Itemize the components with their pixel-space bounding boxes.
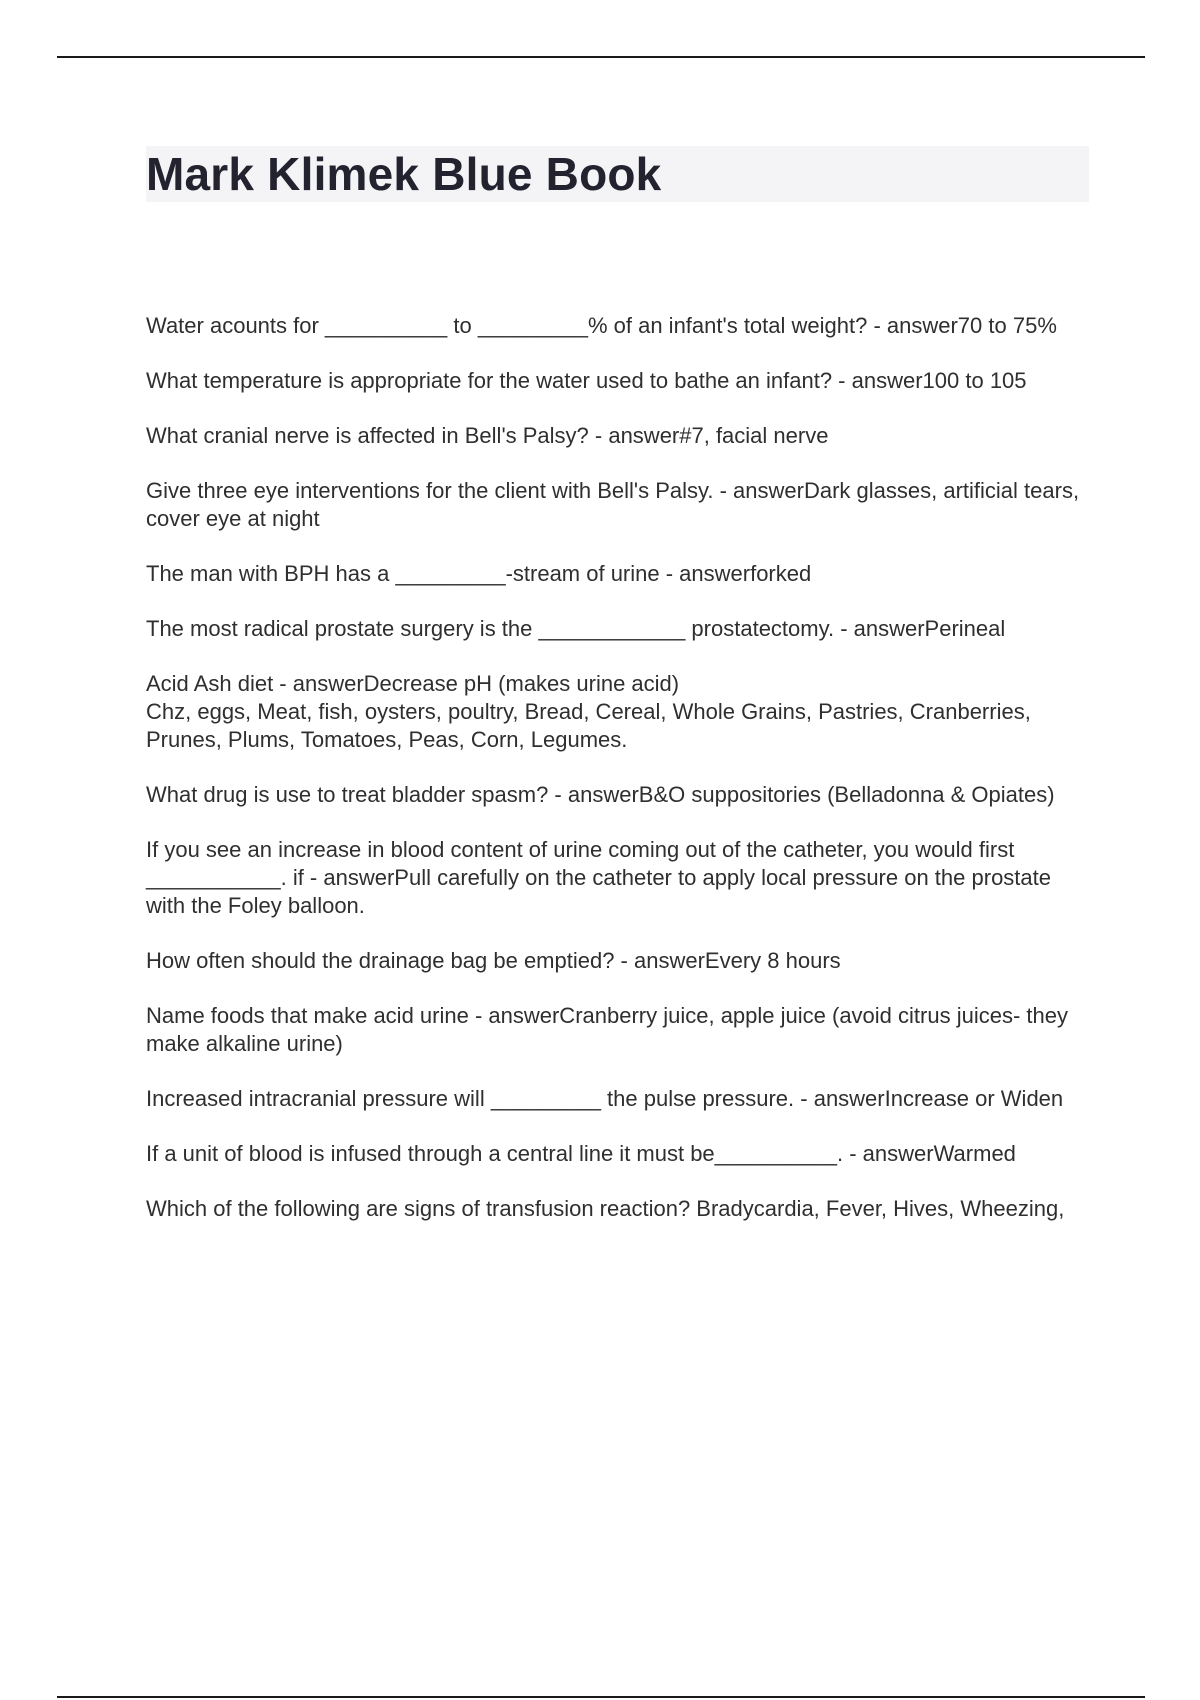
qa-item: The most radical prostate surgery is the ____________ prostatectomy. - answerPerineal xyxy=(146,616,1006,641)
document-title: Mark Klimek Blue Book xyxy=(146,148,662,200)
qa-item: Which of the following are signs of transfusion reaction? Bradycardia, Fever, Hives, Wheezing, xyxy=(146,1196,1065,1221)
qa-item: If you see an increase in blood content of urine coming out of the catheter, you would first ___________. if - answerPull carefully on the catheter to apply local pressure on the prostate with the Foley balloon. xyxy=(146,837,1051,918)
qa-list xyxy=(146,312,1086,1250)
qa-item: What cranial nerve is affected in Bell's Palsy? - answer#7, facial nerve xyxy=(146,423,829,448)
bottom-rule xyxy=(57,1696,1145,1698)
qa-item: Give three eye interventions for the client with Bell's Palsy. - answerDark glasses, artificial tears, cover eye at night xyxy=(146,478,1080,531)
qa-item: What drug is use to treat bladder spasm? - answerB&O suppositories (Belladonna & Opiates) xyxy=(146,782,1055,807)
qa-item: Acid Ash diet - answerDecrease pH (makes urine acid) Chz, eggs, Meat, fish, oysters, poultry, Bread, Cereal, Whole Grains, Pastries, Cranberries, Prunes, Plums, Tomatoes, Peas, Corn, Legumes. xyxy=(146,671,1031,752)
qa-item: How often should the drainage bag be emptied? - answerEvery 8 hours xyxy=(146,948,841,973)
qa-item: Water acounts for __________ to _________% of an infant's total weight? - answer70 to 75% xyxy=(146,313,1057,338)
qa-item: Increased intracranial pressure will _________ the pulse pressure. - answerIncrease or Widen xyxy=(146,1086,1064,1111)
qa-item: Name foods that make acid urine - answerCranberry juice, apple juice (avoid citrus juices- they make alkaline urine) xyxy=(146,1003,1068,1056)
qa-item: If a unit of blood is infused through a central line it must be__________. - answerWarmed xyxy=(146,1141,1016,1166)
qa-item: What temperature is appropriate for the water used to bathe an infant? - answer100 to 105 xyxy=(146,368,1027,393)
qa-item: The man with BPH has a _________-stream of urine - answerforked xyxy=(146,561,812,586)
top-rule xyxy=(57,56,1145,58)
